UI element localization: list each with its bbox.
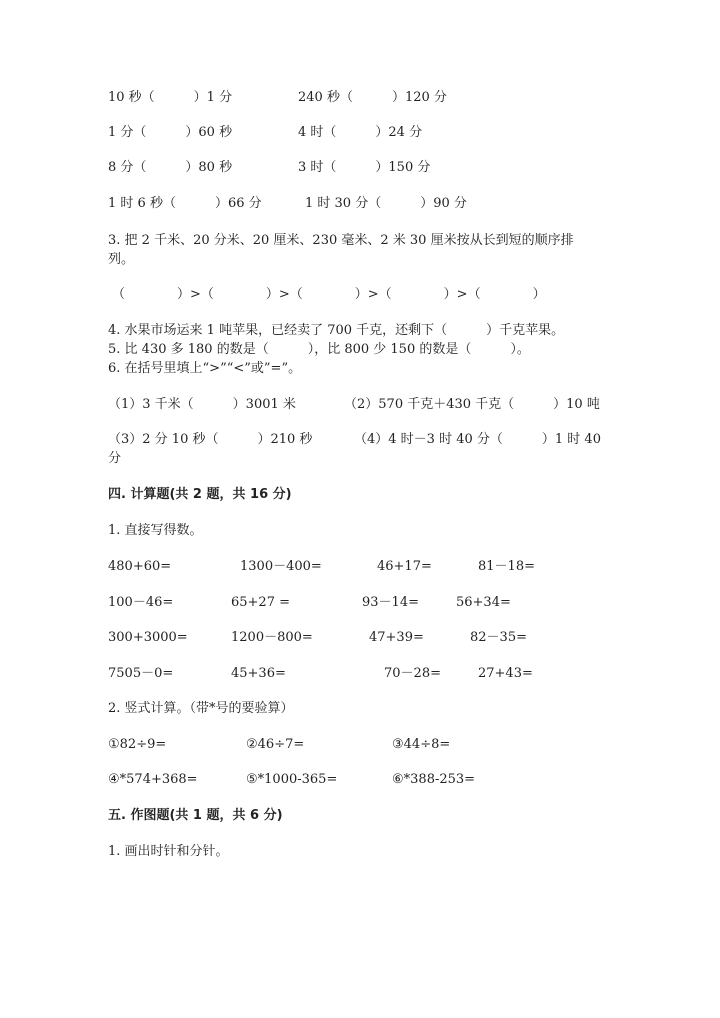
section-4-q2-title: 2. 竖式计算。（带*号的要验算） (108, 701, 294, 716)
vertical-calc-problem: ③44÷8= (392, 737, 451, 752)
question-6-item: （1）3 千米（ ）3001 米 (108, 397, 296, 412)
section-4-title: 四. 计算题(共 2 题，共 16 分) (108, 487, 292, 502)
question-3-text-cont: 列。 (108, 252, 135, 267)
compare-item: 4 时（ ）24 分 (298, 125, 423, 140)
arithmetic-problem: 7505－0= (108, 666, 174, 681)
arithmetic-problem: 27+43= (478, 666, 533, 681)
compare-item: 8 分（ ）80 秒 (108, 160, 233, 175)
arithmetic-problem: 45+36= (231, 666, 286, 681)
question-4-text: 4. 水果市场运来 1 吨苹果，已经卖了 700 千克，还剩下（ ）千克苹果。 (108, 323, 565, 338)
arithmetic-problem: 81－18= (478, 559, 535, 574)
arithmetic-problem: 480+60= (108, 559, 172, 574)
arithmetic-problem: 47+39= (369, 630, 424, 645)
question-6-title: 6. 在括号里填上“>”“<”或”=”。 (108, 361, 302, 376)
compare-item: 1 时 30 分（ ）90 分 (305, 196, 467, 211)
arithmetic-problem: 1200－800= (231, 630, 313, 645)
arithmetic-problem: 300+3000= (108, 630, 188, 645)
question-3-blanks: （ ）>（ ）>（ ）>（ ）>（ ） (112, 287, 546, 302)
vertical-calc-problem: ②46÷7= (246, 737, 305, 752)
vertical-calc-problem: ①82÷9= (108, 737, 167, 752)
vertical-calc-problem: ⑥*388-253= (392, 772, 476, 787)
question-6-item: （4）4 时－3 时 40 分（ ）1 时 40 (354, 432, 601, 447)
arithmetic-problem: 46+17= (377, 559, 432, 574)
question-6-item: （2）570 千克＋430 千克（ ）10 吨 (344, 397, 600, 412)
section-5-title: 五. 作图题(共 1 题，共 6 分) (108, 808, 283, 823)
vertical-calc-problem: ⑤*1000-365= (246, 772, 338, 787)
arithmetic-problem: 82－35= (470, 630, 527, 645)
arithmetic-problem: 65+27 = (231, 595, 291, 610)
section-5-q1-title: 1. 画出时针和分针。 (108, 844, 229, 859)
arithmetic-problem: 1300－400= (240, 559, 322, 574)
arithmetic-problem: 56+34= (456, 595, 511, 610)
question-3-text: 3. 把 2 千米、20 分米、20 厘米、230 毫米、2 米 30 厘米按从长到短的顺序排 (108, 233, 574, 248)
arithmetic-problem: 70－28= (384, 666, 441, 681)
compare-item: 1 时 6 秒（ ）66 分 (108, 196, 262, 211)
question-6-item-cont: 分 (108, 451, 122, 466)
compare-item: 3 时（ ）150 分 (298, 160, 431, 175)
compare-item: 240 秒（ ）120 分 (298, 90, 447, 105)
question-5-text: 5. 比 430 多 180 的数是（ ），比 800 少 150 的数是（ ）。 (108, 342, 530, 357)
section-4-q1-title: 1. 直接写得数。 (108, 523, 203, 538)
vertical-calc-problem: ④*574+368= (108, 772, 198, 787)
compare-item: 10 秒（ ）1 分 (108, 90, 233, 105)
compare-item: 1 分（ ）60 秒 (108, 125, 233, 140)
arithmetic-problem: 93－14= (362, 595, 419, 610)
arithmetic-problem: 100－46= (108, 595, 174, 610)
question-6-item: （3）2 分 10 秒（ ）210 秒 (108, 432, 313, 447)
